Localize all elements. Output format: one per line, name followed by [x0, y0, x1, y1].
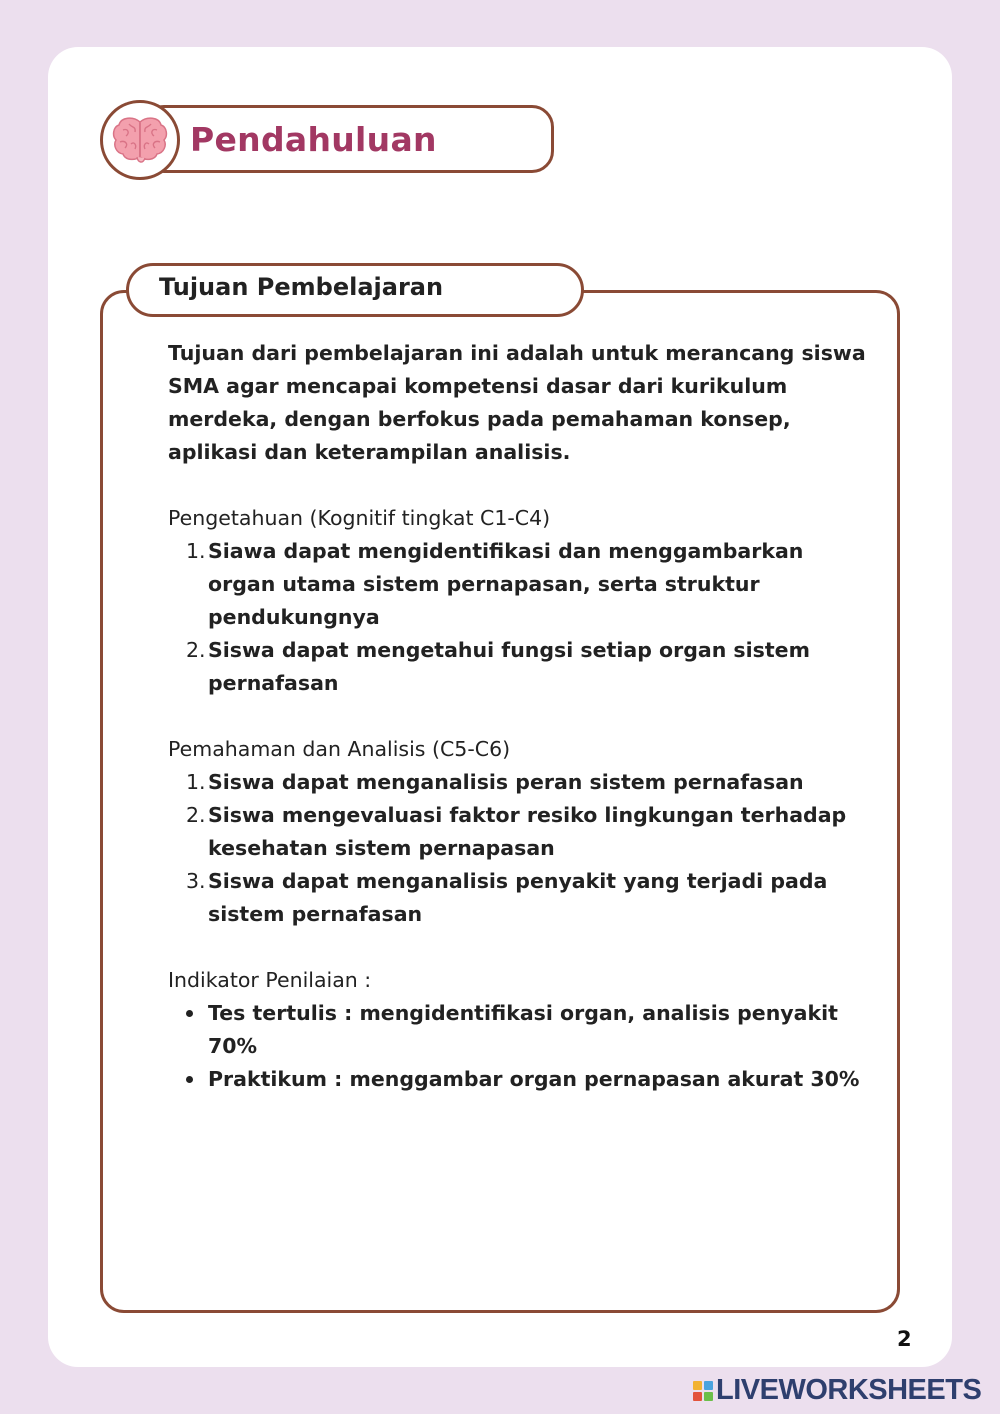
bullet-icon — [186, 1076, 193, 1083]
list-number: 2. — [186, 638, 206, 662]
list-item — [168, 865, 868, 931]
list-item-text: Tes tertulis : mengidentifikasi organ, analisis penyakit 70% — [208, 1001, 838, 1058]
list-item — [168, 766, 868, 799]
page-number: 2 — [897, 1327, 912, 1351]
list-item — [168, 634, 868, 700]
analysis-heading: Pemahaman dan Analisis (C5-C6) — [168, 737, 511, 761]
watermark-logo-icon — [693, 1381, 713, 1401]
watermark-text: LIVEWORKSHEETS — [716, 1374, 982, 1406]
list-item — [168, 1063, 868, 1096]
section-title: Tujuan Pembelajaran — [159, 273, 444, 301]
list-item — [168, 997, 868, 1063]
title-icon-badge — [100, 100, 180, 180]
knowledge-list — [168, 535, 868, 700]
list-number: 3. — [186, 869, 206, 893]
list-item-text: Siswa dapat menganalisis peran sistem pernafasan — [208, 770, 804, 794]
assessment-heading: Indikator Penilaian : — [168, 968, 372, 992]
watermark — [693, 1374, 981, 1407]
list-item-text: Siswa mengevaluasi faktor resiko lingkungan terhadap kesehatan sistem pernapasan — [208, 803, 847, 860]
list-item — [168, 535, 868, 634]
analysis-list — [168, 766, 868, 931]
bullet-icon — [186, 1010, 193, 1017]
list-number: 1. — [186, 770, 206, 794]
list-item-text: Siswa dapat menganalisis penyakit yang terjadi pada sistem pernafasan — [208, 869, 828, 926]
list-number: 1. — [186, 539, 206, 563]
list-item-text: Siswa dapat mengetahui fungsi setiap organ sistem pernafasan — [208, 638, 810, 695]
list-item-text: Siawa dapat mengidentifikasi dan menggambarkan organ utama sistem pernapasan, serta struktur pendukungnya — [208, 539, 804, 629]
page-title: Pendahuluan — [190, 120, 437, 159]
intro-paragraph: Tujuan dari pembelajaran ini adalah untuk merancang siswa SMA agar mencapai kompetensi dasar dari kurikulum merdeka, dengan berfokus pada pemahaman konsep, aplikasi dan keterampilan analisis. — [168, 341, 866, 464]
assessment-list — [168, 997, 868, 1096]
brain-icon — [111, 114, 169, 166]
list-number: 2. — [186, 803, 206, 827]
objectives-content — [168, 337, 868, 1096]
list-item — [168, 799, 868, 865]
knowledge-heading: Pengetahuan (Kognitif tingkat C1-C4) — [168, 506, 551, 530]
list-item-text: Praktikum : menggambar organ pernapasan akurat 30% — [208, 1067, 860, 1091]
